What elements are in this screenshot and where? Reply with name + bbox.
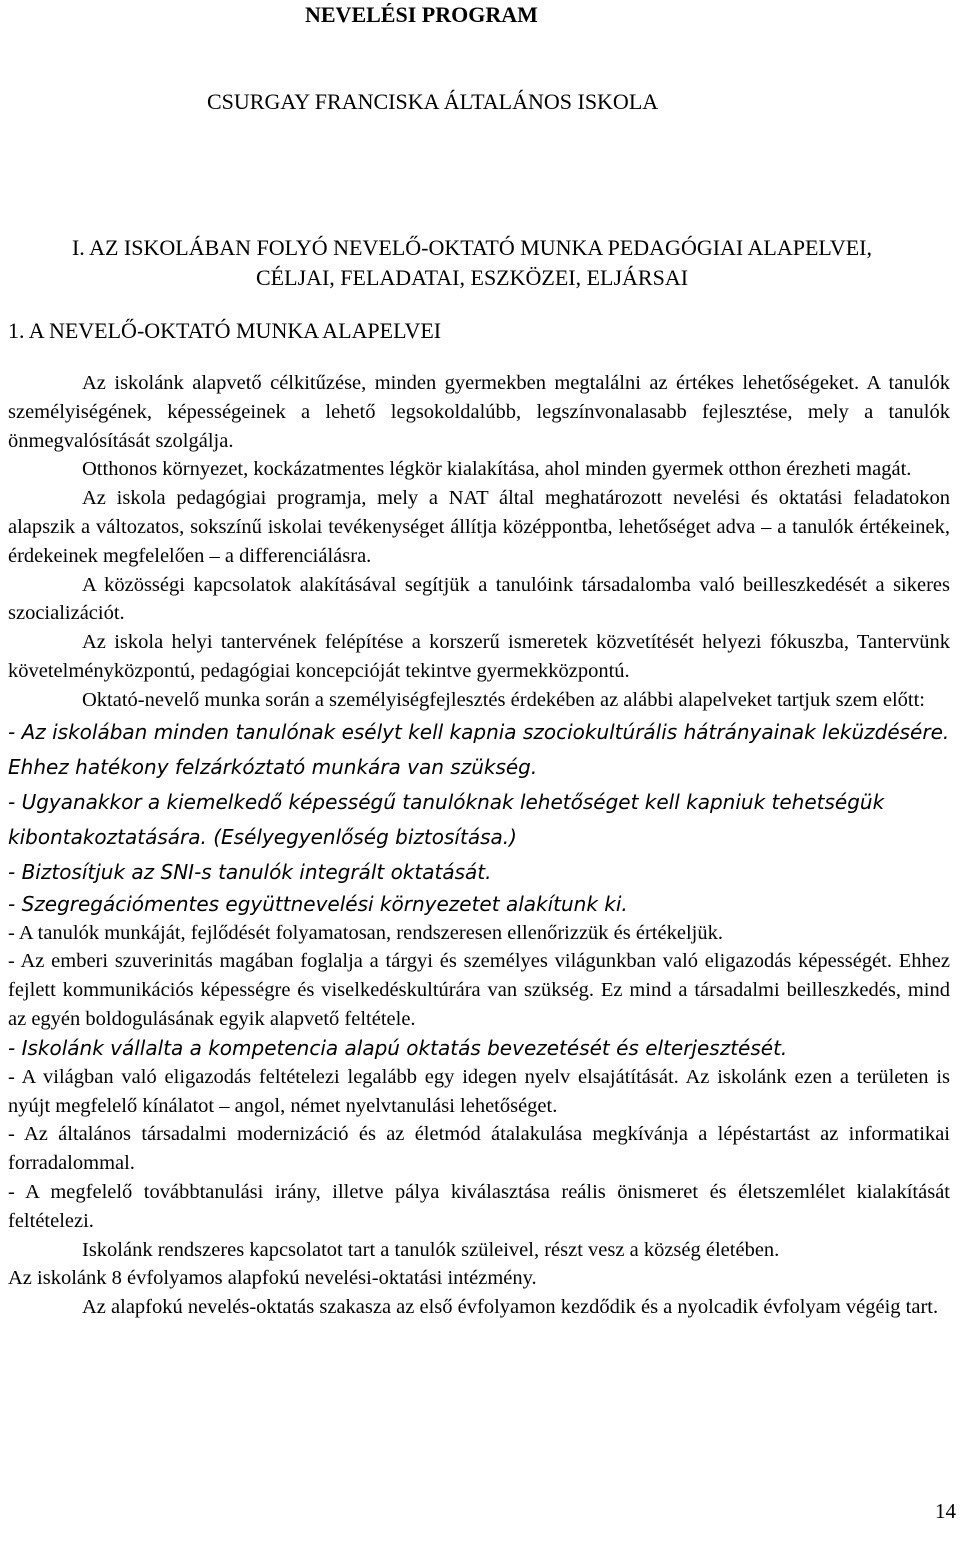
paragraph-goals: Az iskolánk alapvető célkitűzése, minden gyermekben megtalálni az értékes lehetőségeket. A tanulók személyiségének, képességeinek a lehető legsokoldalúbb, legszínvonalasabb fejlesztése, mely a tanulók önmegvalósítását szolgálja. — [8, 372, 950, 452]
list-item-evaluation: - A tanulók munkáját, fejlődését folyamatosan, rendszeresen ellenőrizzük és értékeljük. — [8, 921, 723, 944]
paragraph-grades: Az iskolánk 8 évfolyamos alapfokú nevelési-oktatási intézmény. — [8, 1267, 537, 1290]
document-title: NEVELÉSI PROGRAM — [305, 2, 538, 27]
list-item-languages: - A világban való eligazodás feltételezi legalább egy idegen nyelv elsajátítását. Az iskolánk ezen a területen is nyújt megfelelő kínálatot – angol, német nyelvtanulási lehetőséget. — [8, 1065, 950, 1117]
chapter-heading-text: I. AZ ISKOLÁBAN FOLYÓ NEVELŐ-OKTATÓ MUNKA PEDAGÓGIAI ALAPELVEI, CÉLJAI, FELADATAI, ESZKÖZEI, ELJÁRSAI — [71, 235, 872, 290]
paragraph-stage: Az alapfokú nevelés-oktatás szakasza az első évfolyamon kezdődik és a nyolcadik évfolyam végéig tart. — [82, 1296, 939, 1319]
school-name: CSURGAY FRANCISKA ÁLTALÁNOS ISKOLA — [207, 89, 659, 114]
principle-competency: - Iskolánk vállalta a kompetencia alapú oktatás bevezetését és elterjesztését. — [8, 1035, 788, 1060]
page-number: 14 — [935, 1499, 956, 1523]
principle-talent: - Ugyanakkor a kiemelkedő képességű tanulóknak lehetőséget kell kapniuk tehetségük kibontakoztatására. (Esélyegyenlőség biztosítása.) — [8, 789, 885, 849]
section-heading: 1. A NEVELŐ-OKTATÓ MUNKA ALAPELVEI — [8, 318, 442, 343]
chapter-heading — [67, 233, 892, 293]
paragraph-community: A közösségi kapcsolatok alakításával segítjük a tanulóink társadalomba való beilleszkedését a sikeres szocializációt. — [8, 573, 950, 625]
principle-sni-integration: - Biztosítjuk az SNI-s tanulók integrált oktatását. — [8, 859, 492, 884]
paragraph-principles-intro: Oktató-nevelő munka során a személyiségfejlesztés érdekében az alábbi alapelveket tartjuk szem előtt: — [82, 688, 925, 711]
paragraph-environment: Otthonos környezet, kockázatmentes légkör kialakítása, ahol minden gyermek otthon érezheti magát. — [82, 458, 912, 481]
list-item-informatics: - Az általános társadalmi modernizáció és az életmód átalakulása megkívánja a lépéstartást az informatikai forradalommal. — [8, 1123, 950, 1175]
paragraph-parents: Iskolánk rendszeres kapcsolatot tart a tanulók szüleivel, részt vesz a község életében. — [82, 1238, 780, 1261]
paragraph-program: Az iskola pedagógiai programja, mely a NAT által meghatározott nevelési és oktatási feladatokon alapszik a változatos, sokszínű iskolai tevékenységet állítja középpontba, lehetőséget adva – a tanulók értékeinek, érdekeinek megfelelően – a differenciálásra. — [8, 487, 950, 567]
list-item-sovereignty: - Az emberi szuverinitás magában foglalja a tárgyi és személyes világunkban való eligazodás képességét. Ehhez fejlett kommunikációs képességre és viselkedéskultúrára van szükség. Ez mind a társadalmi beilleszkedés, mind az egyén boldogulásának egyik alapvető feltétele. — [8, 950, 950, 1030]
body-text — [8, 369, 950, 1322]
list-item-further-study: - A megfelelő továbbtanulási irány, illetve pálya kiválasztása reális önismeret és életszemlélet kialakítását feltételezi. — [8, 1180, 950, 1232]
paragraph-curriculum: Az iskola helyi tantervének felépítése a korszerű ismeretek közvetítését helyezi fókuszba, Tantervünk követelményközpontú, pedagógiai koncepcióját tekintve gyermekközpontú. — [8, 631, 950, 682]
principle-desegregation: - Szegregációmentes együttnevelési környezetet alakítunk ki. — [8, 891, 628, 916]
principle-equal-opportunity: - Az iskolában minden tanulónak esélyt kell kapnia szociokultúrális hátrányainak leküzdésére. Ehhez hatékony felzárkóztató munkára van szükség. — [8, 719, 950, 779]
